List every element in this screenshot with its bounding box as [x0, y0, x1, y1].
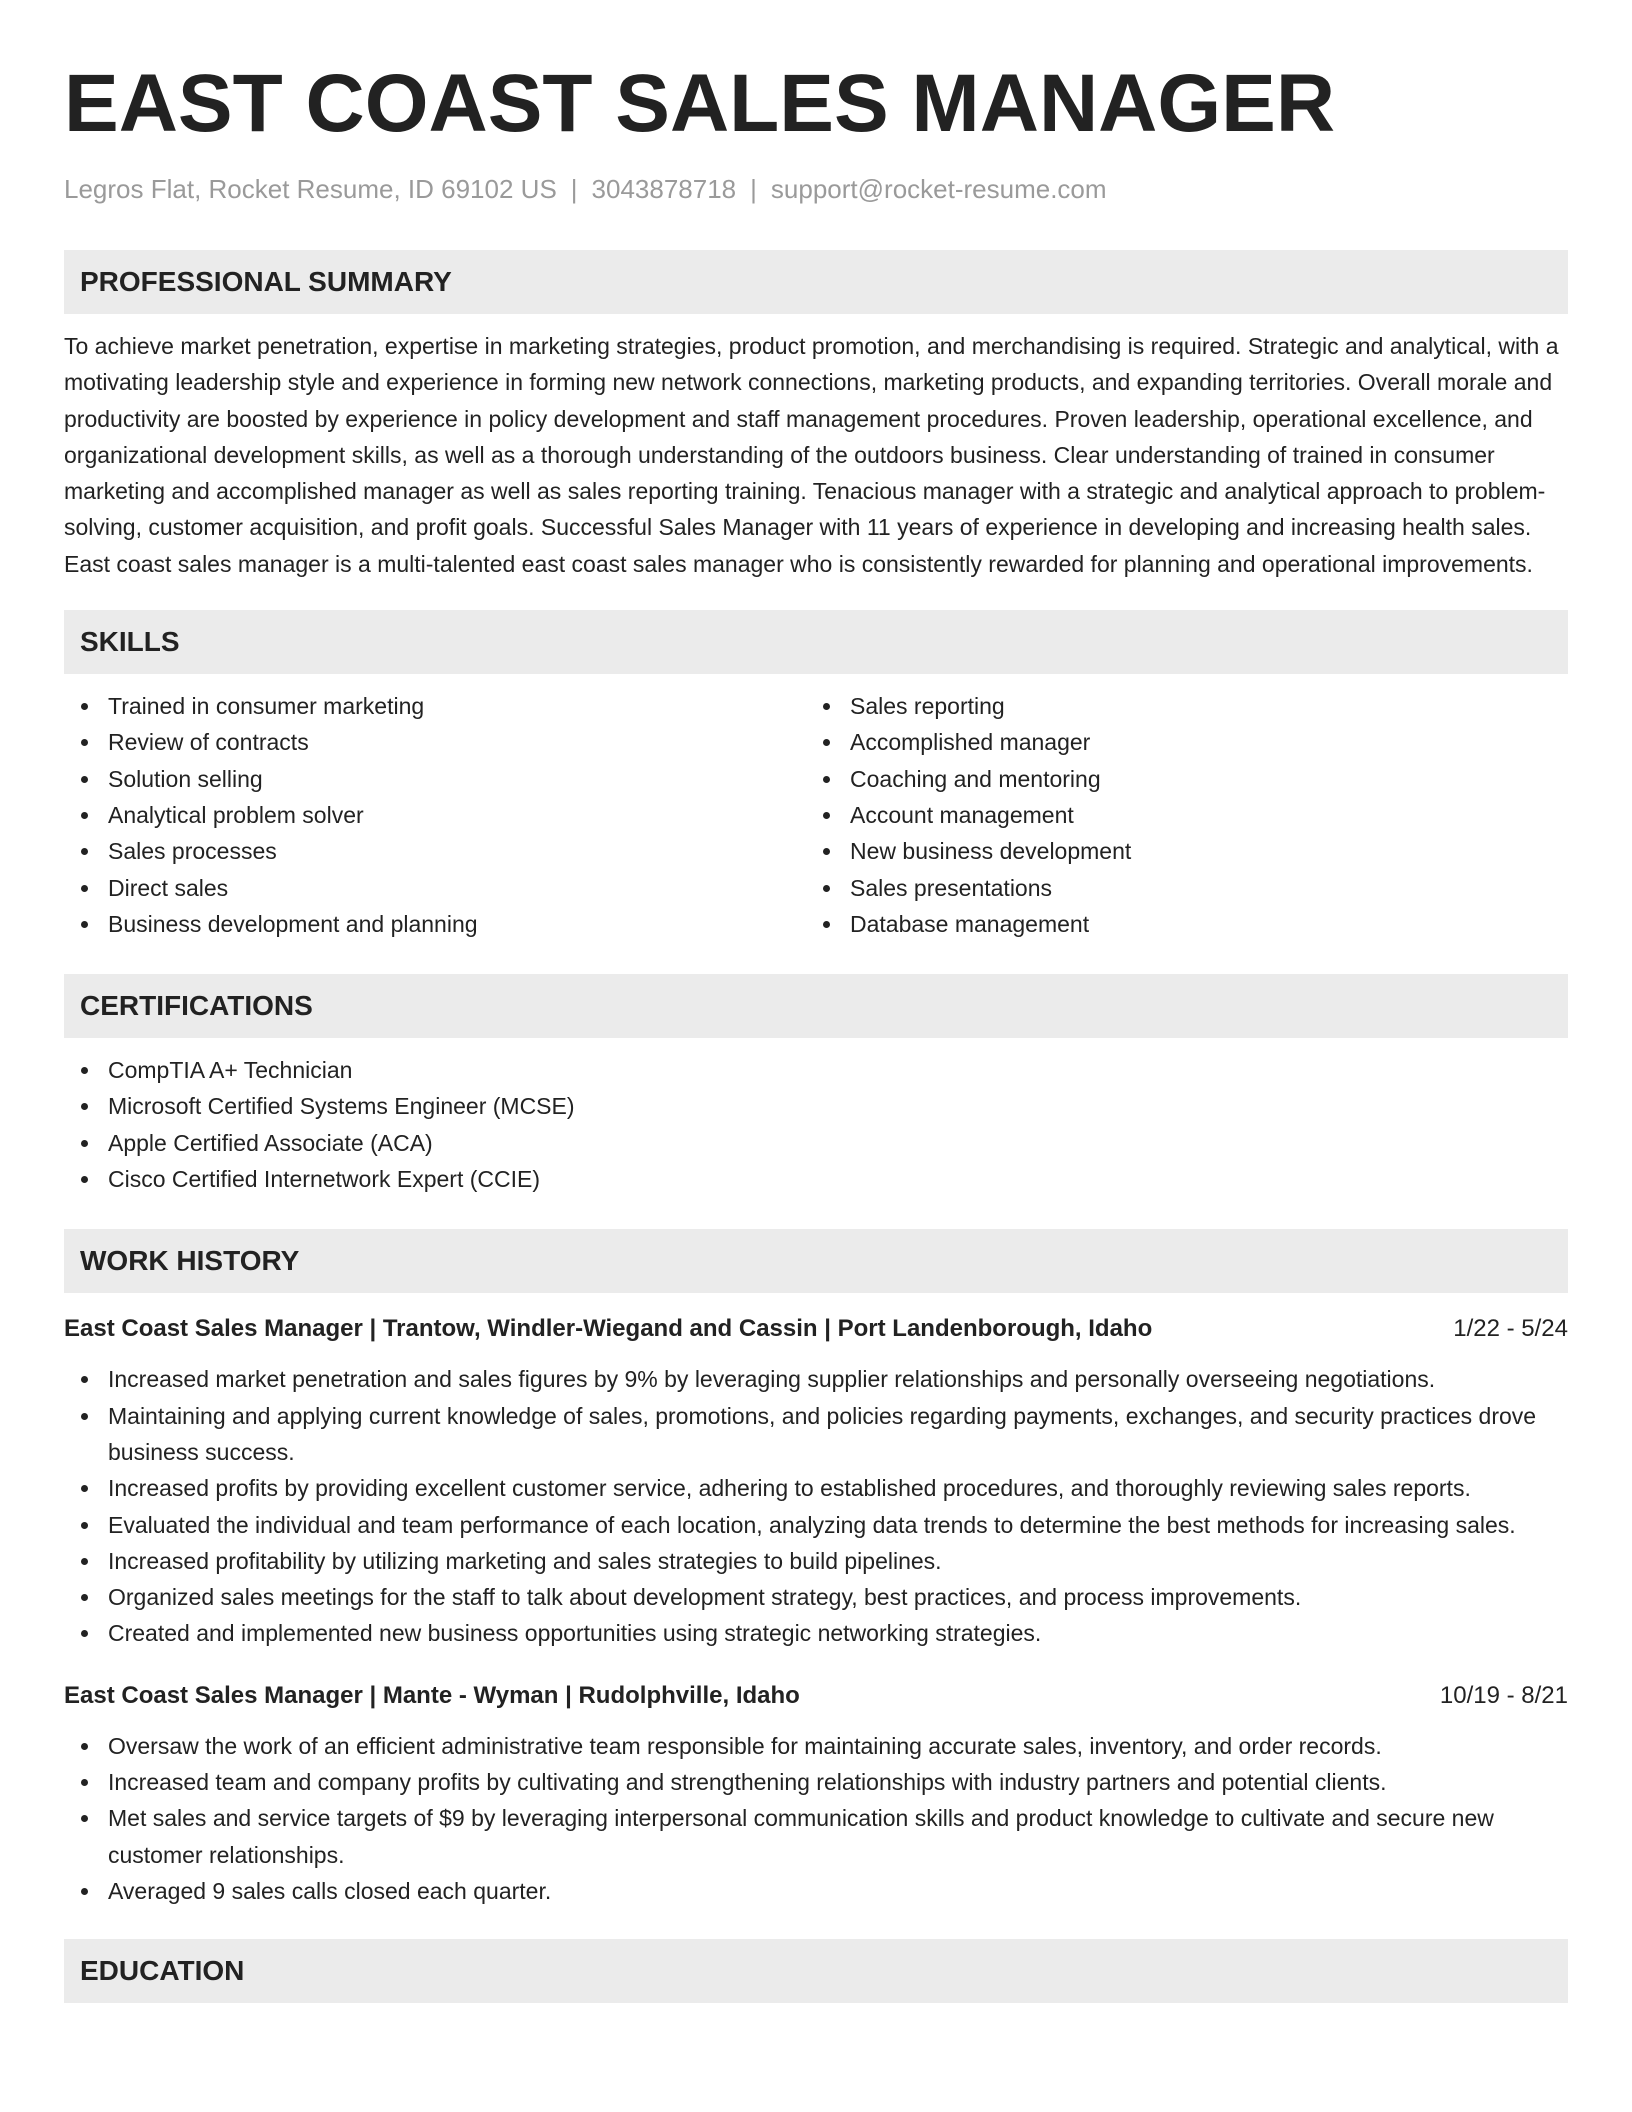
skill-item: Business development and planning [64, 906, 806, 942]
skill-item: New business development [806, 833, 1548, 869]
job-dates: 1/22 - 5/24 [1453, 1315, 1568, 1343]
contact-line [64, 172, 1568, 206]
skill-item: Direct sales [64, 870, 806, 906]
job-title-line: East Coast Sales Manager | Trantow, Windler-Wiegand and Cassin | Port Landenborough, Idaho [64, 1315, 1153, 1343]
certification-item: CompTIA A+ Technician [64, 1052, 1568, 1088]
resume-title: EAST COAST SALES MANAGER [64, 58, 1336, 149]
section-header-education: EDUCATION [64, 1939, 1568, 2003]
job-bullet: Increased market penetration and sales figures by 9% by leveraging supplier relationships and personally overseeing negotiations. [64, 1361, 1568, 1397]
job-bullet: Created and implemented new business opportunities using strategic networking strategies. [64, 1615, 1568, 1651]
job-bullet: Met sales and service targets of $9 by leveraging interpersonal communication skills and product knowledge to cultivate and secure new customer relationships. [64, 1800, 1568, 1873]
certifications-list [64, 1052, 1568, 1197]
job-bullet: Organized sales meetings for the staff to talk about development strategy, best practices, and process improvements. [64, 1579, 1568, 1615]
skills-column-right [806, 688, 1548, 942]
job-heading [64, 1680, 1568, 1712]
contact-separator: | [750, 174, 757, 204]
skills-column-left [64, 688, 806, 942]
skill-item: Review of contracts [64, 724, 806, 760]
skill-item: Trained in consumer marketing [64, 688, 806, 724]
contact-separator: | [570, 174, 578, 204]
section-header-certifications: CERTIFICATIONS [64, 974, 1568, 1038]
job-title-line: East Coast Sales Manager | Mante - Wyman | Rudolphville, Idaho [64, 1681, 800, 1709]
job-bullets [64, 1361, 1568, 1651]
skill-item: Analytical problem solver [64, 797, 806, 833]
job-bullets [64, 1728, 1568, 1909]
job-heading [64, 1313, 1568, 1345]
certification-item: Apple Certified Associate (ACA) [64, 1125, 1568, 1161]
job-bullet: Increased profitability by utilizing marketing and sales strategies to build pipelines. [64, 1543, 1568, 1579]
section-header-skills: SKILLS [64, 610, 1568, 674]
summary-text: To achieve market penetration, expertise in marketing strategies, product promotion, and merchandising is required. Strategic and analytical, with a motivating leadership style and experience in forming new network connections, marketing products, and expanding territories. Overall morale and productivity are boosted by experience in policy development and staff management procedures. Proven leadership, operational excellence, and organizational development skills, as well as a thorough understanding of the outdoors business. Clear understanding of trained in consumer marketing and accomplished manager as well as sales reporting training. Tenacious manager with a strategic and analytical approach to problem-solving, customer acquisition, and profit goals. Successful Sales Manager with 11 years of experience in developing and increasing health sales. East coast sales manager is a multi-talented east coast sales manager who is consistently rewarded for planning and operational improvements. [64, 333, 1559, 577]
skill-item: Database management [806, 906, 1548, 942]
skill-item: Account management [806, 797, 1548, 833]
skill-item: Coaching and mentoring [806, 761, 1548, 797]
job-bullet: Maintaining and applying current knowledge of sales, promotions, and policies regarding payments, exchanges, and security practices drove business success. [64, 1398, 1568, 1471]
job-dates: 10/19 - 8/21 [1439, 1681, 1568, 1709]
certification-item: Cisco Certified Internetwork Expert (CCIE) [64, 1161, 1568, 1197]
skills-grid [64, 688, 1568, 942]
job-bullet: Averaged 9 sales calls closed each quarter. [64, 1873, 1568, 1909]
contact-address: Legros Flat, Rocket Resume, ID 69102 US [64, 174, 557, 204]
job-bullet: Evaluated the individual and team performance of each location, analyzing data trends to determine the best methods for increasing sales. [64, 1507, 1568, 1543]
skill-item: Accomplished manager [806, 724, 1548, 760]
job-bullet: Increased profits by providing excellent customer service, adhering to established procedures, and thoroughly reviewing sales reports. [64, 1470, 1568, 1506]
skill-item: Sales processes [64, 833, 806, 869]
skill-item: Sales presentations [806, 870, 1548, 906]
certification-item: Microsoft Certified Systems Engineer (MCSE) [64, 1088, 1568, 1124]
contact-phone: 3043878718 [591, 174, 737, 204]
skill-item: Solution selling [64, 761, 806, 797]
job-bullet: Oversaw the work of an efficient administrative team responsible for maintaining accurate sales, inventory, and order records. [64, 1728, 1568, 1764]
job-bullet: Increased team and company profits by cultivating and strengthening relationships with industry partners and potential clients. [64, 1764, 1568, 1800]
contact-email: support@rocket-resume.com [770, 174, 1107, 204]
section-header-work-history: WORK HISTORY [64, 1229, 1568, 1293]
skill-item: Sales reporting [806, 688, 1548, 724]
section-header-summary: PROFESSIONAL SUMMARY [64, 250, 1568, 314]
